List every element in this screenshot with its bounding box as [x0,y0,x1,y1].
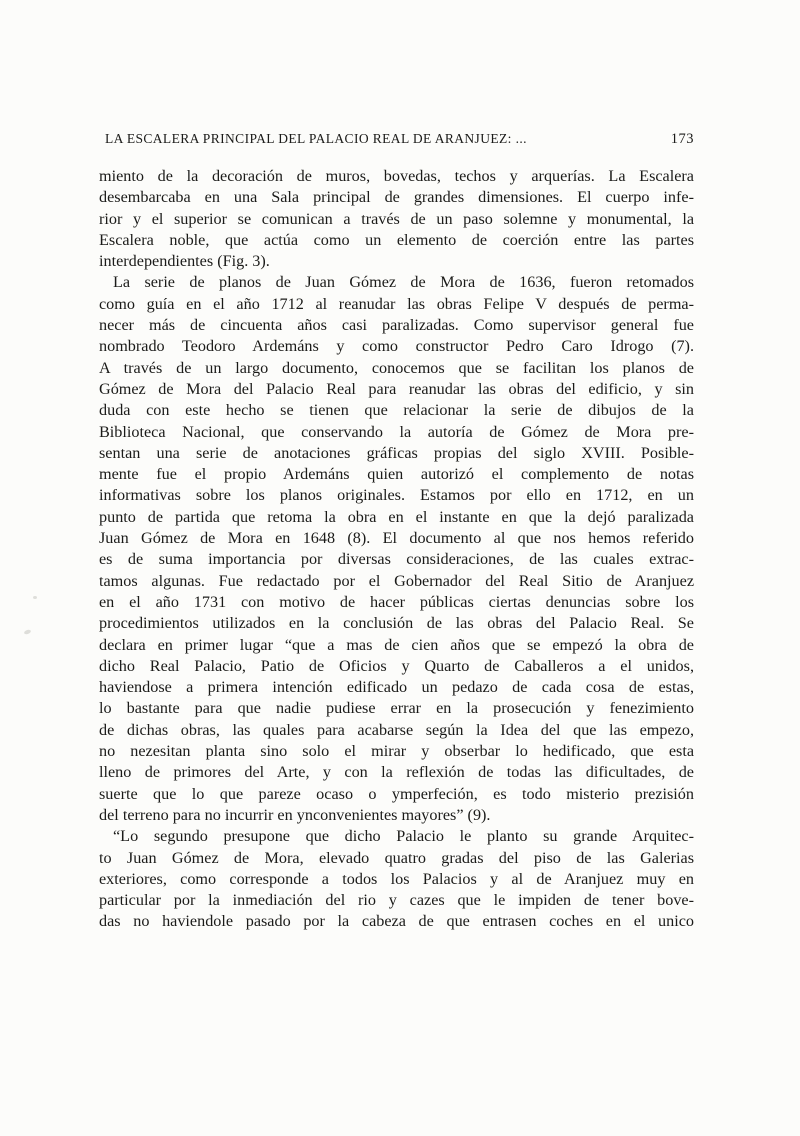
text-line: das no haviendole pasado por la cabeza de que entrasen coches en el unico [99,912,694,931]
paragraph [99,272,694,826]
text-line: miento de la decoración de muros, bovedas, techos y arquerías. La Escalera [99,167,694,185]
text-line: declara en primer lugar “que a mas de cien años que se empezó la obra de [99,635,694,654]
text-line: duda con este hecho se tienen que relacionar la serie de dibujos de la [99,401,694,420]
text-line: de dichas obras, las quales para acabarse según la Idea del que las empezo, [99,720,694,739]
text-line: La serie de planos de Juan Gómez de Mora de 1636, fueron retomados [113,273,694,292]
text-line: A través de un largo documento, conocemos que se facilitan los planos de [99,358,694,377]
text-line: como guía en el año 1712 al reanudar las obras Felipe V después de perma- [99,294,694,313]
page-number: 173 [670,131,694,147]
running-header [99,129,694,149]
text-line: en el año 1731 con motivo de hacer públicas ciertas denuncias sobre los [99,592,694,611]
text-line: to Juan Gómez de Mora, elevado quatro gradas del piso de las Galerias [99,848,694,867]
text-line: haviendose a primera intención edificado un pedazo de cada cosa de estas, [99,678,694,697]
text-line: lo bastante para que nadie pudiese errar en la prosecución y fenezimiento [99,699,694,718]
text-line: interdependientes (Fig. 3). [99,252,270,271]
scan-speck [24,629,32,635]
text-line: exteriores, como corresponde a todos los Palacios y al de Aranjuez muy en [99,869,694,888]
text-line: del terreno para no incurrir en ynconvenientes mayores” (9). [99,805,491,824]
paragraph [99,166,694,272]
text-line: Juan Gómez de Mora en 1648 (8). El documento al que nos hemos referido [99,529,694,548]
text-line: no nezesitan planta sino solo el mirar y obserbar lo hedificado, que esta [99,742,694,761]
text-line: necer más de cincuenta años casi paralizadas. Como supervisor general fue [99,316,694,335]
text-line: nombrado Teodoro Ardemáns y como constructor Pedro Caro Idrogo (7). [99,337,694,356]
text-line: informativas sobre los planos originales. Estamos por ello en 1712, en un [99,486,694,505]
text-line: Gómez de Mora del Palacio Real para reanudar las obras del edificio, y sin [99,379,694,398]
text-line: rior y el superior se comunican a través de un paso solemne y monumental, la [99,209,694,228]
text-line: suerte que lo que pareze ocaso o ymperfeción, es todo misterio prezisión [99,784,694,803]
text-line: Biblioteca Nacional, que conservando la autoría de Gómez de Mora pre- [99,422,694,441]
text-line: desembarcaba en una Sala principal de grandes dimensiones. El cuerpo infe- [99,188,694,207]
text-line: mente fue el propio Ardemáns quien autorizó el complemento de notas [99,465,694,484]
text-line: es de suma importancia por diversas consideraciones, de las cuales extrac- [99,550,694,569]
text-line: lleno de primores del Arte, y con la reflexión de todas las dificultades, de [99,763,694,782]
text-line: Escalera noble, que actúa como un elemento de coerción entre las partes [99,230,694,249]
text-line: punto de partida que retoma la obra en el instante en que la dejó paralizada [99,507,694,526]
text-line: sentan una serie de anotaciones gráficas propias del siglo XVIII. Posible- [99,443,694,462]
paragraph [99,826,694,932]
running-header-title: LA ESCALERA PRINCIPAL DEL PALACIO REAL DE ARANJUEZ: ... [105,131,527,146]
document-body [99,166,694,933]
text-line: particular por la inmediación del rio y cazes que le impiden de tener bove- [99,891,694,910]
scan-speck [33,596,37,599]
text-line: dicho Real Palacio, Patio de Oficios y Quarto de Caballeros a el unidos, [99,656,694,675]
text-line: tamos algunas. Fue redactado por el Gobernador del Real Sitio de Aranjuez [99,571,694,590]
text-line: procedimientos utilizados en la conclusión de las obras del Palacio Real. Se [99,614,694,633]
text-line: “Lo segundo presupone que dicho Palacio le planto su grande Arquitec- [113,827,694,846]
